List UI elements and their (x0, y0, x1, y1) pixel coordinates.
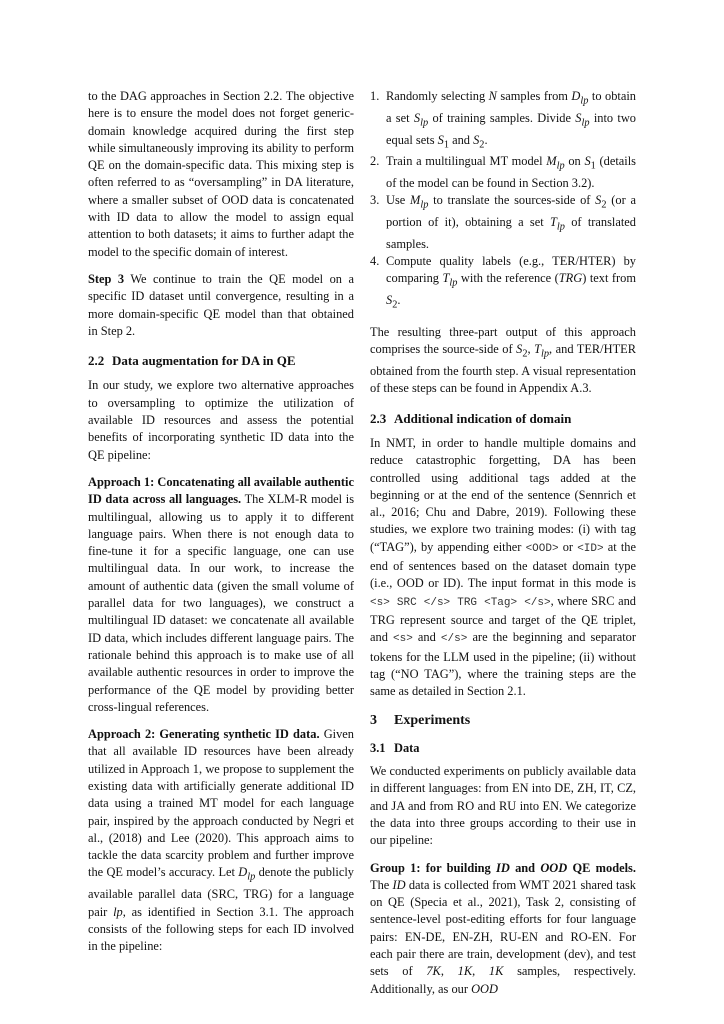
section-title: Additional indication of domain (394, 410, 572, 426)
section-title: Data (394, 740, 420, 755)
math-sub: 2 (392, 299, 398, 311)
list-text: Use (386, 193, 411, 208)
math-sub: 2 (479, 139, 485, 150)
list-number: 2. (370, 154, 380, 169)
italic-text: OOD (471, 981, 498, 996)
math-trg: TRG (558, 271, 583, 286)
math-s: S (473, 132, 480, 147)
math-s: S (516, 342, 523, 357)
bold-text: Group 1: for building (370, 860, 491, 875)
body-text: data is collected from WMT 2021 shared task on QE (Specia et al., 2021), Task 2, consisting of sentence-level post-editing efforts for four language pairs: EN-DE, EN-ZH, RU-EN and RO-EN. For each pair there are train, development (dev), and test sets of (370, 877, 636, 979)
approach2-text-a: Given that all available ID resources have been already utilized in Approach 1, we propose to supplement the existing data with artificially generate additional ID data using a trained MT model for each language pair, inspired by the approach conducted by Negri et al., (2018) and Lee (2020). This approach aims to tackle the data scarcity problem and further improve the QE model’s accuracy. Let (88, 727, 354, 880)
code-token: </s> (440, 633, 468, 646)
list-text: Train a multilingual MT model (386, 154, 547, 169)
list-text: ) text from (582, 271, 636, 286)
body-text: and TER/HTER obtained from the fourth step. A visual representation of these steps can be found in Appendix A.3. (370, 342, 636, 396)
body-text: In NMT, in order to handle multiple domains and reduce catastrophic forgetting, DA has been controlled using additional tags added at the beginning or at the end of the sentence (Sennrich et al., 2016; Chu and Dabre, 2019). Following these studies, we explore two training modes: (i) with tag (“TAG”), by appending either (370, 435, 636, 554)
result-paragraph: The resulting three-part output of this approach comprises the source-side of $S_2$, $T_{lp}$, and TER/HTER obtained from the fourth step. A visual representation of these steps can be found in Appendix A.3. (370, 325, 636, 396)
list-text: samples from (496, 89, 572, 103)
list-text: Randomly selecting (386, 89, 489, 103)
left-column (88, 88, 354, 955)
list-item (370, 153, 636, 192)
math-d: D (238, 865, 248, 880)
step3-paragraph (88, 271, 354, 340)
math-s: S (575, 110, 582, 125)
list-number: 4. (370, 254, 380, 269)
math-sub: lp (247, 871, 256, 883)
math-sub: 2 (601, 199, 607, 211)
body-text: and (417, 630, 436, 645)
list-text: to obtain a set (386, 89, 636, 125)
augmentation-paragraph: In our study, we explore two alternative approaches to oversampling to optimize the utilization of available ID resources and assess the potential benefits of incorporating synthetic ID data into the QE pipeline: (88, 378, 354, 462)
list-text: into two equal sets (386, 110, 637, 147)
math-s: S (584, 154, 591, 169)
section-title: Data augmentation for DA in QE (112, 353, 296, 369)
intro-paragraph: to the DAG approaches in Section 2.2. The objective here is to ensure the model does not forget generic-domain knowledge acquired during the first step while simultaneously improving its ability to perform QE on the domain-specific data. This mixing step is often referred to as “oversampling” in DA literature, where a smaller subset of OOD data is concatenated with ID data to allow the model to assign equal attention to both datasets; it aims to further adapt the model to the specific domain of interest. (88, 89, 354, 259)
code-token: <ID> (577, 542, 604, 555)
math-t: T (549, 215, 557, 230)
list-text: (or a portion of it), obtaining a set (386, 193, 636, 230)
step3-label: Step 3 (88, 271, 125, 286)
list-item (370, 192, 636, 253)
list-text: Compute quality labels (e.g., TER/HTER) by comparing (386, 254, 636, 286)
math-sub: lp (556, 160, 565, 172)
list-text: on (564, 154, 585, 169)
math-n: N (488, 89, 497, 103)
section-3-1-heading (370, 740, 636, 757)
body-text: samples, respectively. Additionally, as our (370, 964, 636, 996)
math-s: S (413, 110, 421, 125)
body-text: or (562, 539, 574, 554)
math-k: 1K (488, 964, 504, 979)
list-text: with the reference ( (457, 271, 559, 286)
math-sub: lp (420, 117, 429, 129)
math-m: M (410, 193, 421, 208)
list-text: to translate the sources-side of (428, 193, 596, 208)
bold-italic-text: ID (496, 860, 510, 875)
approach2-text-b: denote the publicly available parallel data (SRC, TRG) for a language pair (88, 865, 354, 919)
approach1-text: The XLM-R model is multilingual, allowing us to apply it to different language pairs. When there is not enough data to fine-tune it for a specific language, one can use multilingual data. In our work, to increase the amount of authentic data (given the small volume of parallel data for two languages), we construct a multilingual ID dataset: we concatenate all available ID data, which includes different language pairs. The rationale behind this approach is to make use of all available authentic resources in order to improve the performance of the QE model by providing better cross-lingual references. (88, 492, 355, 714)
steps-list (370, 88, 636, 314)
math-sub: lp (580, 95, 589, 107)
bold-italic-text: OOD (540, 860, 568, 875)
group1-paragraph: Group 1: for building ID and OOD QE models. The ID data is collected from WMT 2021 shared task on QE (Specia et al., 2021), Task 2, consisting of sentence-level post-editing efforts for four language pairs: EN-DE, EN-ZH, RU-EN and RO-EN. For each pair there are train, development (dev), and test sets of 7K, 1K, 1K samples, respectively. Additionally, as our OOD (370, 860, 636, 996)
code-format: <s> SRC </s> TRG <Tag> </s> (370, 596, 551, 609)
math-k: 7K (426, 964, 441, 979)
bold-text: QE models. (572, 860, 636, 875)
math-sub: 2 (522, 348, 528, 360)
section-2-2-heading (88, 352, 354, 369)
list-text: of training samples. Divide (428, 110, 576, 125)
approach2-text-c: , as identified in Section 3.1. The approach consists of the following steps for each ID involved in the pipeline: (88, 904, 354, 954)
domain-tag-paragraph (370, 435, 636, 700)
list-text: . (484, 132, 488, 147)
section-number: 2.2 (88, 353, 105, 369)
code-token: <OOD> (525, 542, 559, 555)
math-t: T (442, 271, 450, 286)
section-number: 3 (370, 713, 377, 729)
section-title: Experiments (394, 713, 471, 729)
list-item (370, 253, 636, 314)
math-s: S (437, 132, 444, 147)
code-token: <s> (393, 633, 413, 646)
list-text: (details of the model can be found in Section 3.2). (386, 154, 636, 191)
list-number: 3. (370, 193, 380, 208)
list-text: of translated samples. (386, 215, 636, 251)
list-number: 1. (370, 89, 380, 103)
section-2-3-heading (370, 410, 636, 427)
bold-text: and (515, 860, 536, 875)
section-number: 3.1 (370, 740, 386, 755)
list-text: . (397, 293, 401, 308)
italic-text: ID (392, 877, 406, 892)
group1-label (370, 861, 636, 875)
body-text: , where SRC and TRG represent source and target of the QE triplet, and (370, 593, 636, 645)
approach2-label: Approach 2: Generating synthetic ID data. (88, 727, 320, 742)
section-number: 2.3 (370, 410, 387, 426)
approach2-paragraph (88, 726, 354, 955)
math-sub: lp (556, 221, 565, 233)
body-text: are the beginning and separator tokens for the LLM used in the pipeline; (ii) without tag (“NO TAG”), where the training steps are the same as detailed in Section 2.1. (370, 630, 636, 699)
math-sub: 1 (443, 139, 449, 150)
math-sub: lp (449, 277, 458, 289)
math-sub: lp (540, 348, 550, 360)
section-3-heading (370, 712, 636, 729)
math-sub: 1 (590, 160, 596, 172)
approach1-paragraph (88, 474, 354, 716)
list-item (370, 88, 636, 153)
right-column (370, 88, 636, 998)
data-paragraph: We conducted experiments on publicly available data in different languages: from EN into DE, ZH, IT, CZ, and JA and from RO and RU into EN. We categorize the data into three groups according to their use in our pipeline: (370, 764, 636, 848)
body-text: The (370, 877, 390, 892)
math-s: S (595, 193, 602, 208)
approach1-label: Approach 1: Concatenating all available authentic ID data across all languages. (88, 474, 354, 507)
math-d: D (571, 89, 581, 103)
math-sub: lp (581, 117, 590, 129)
math-t: T (534, 342, 541, 357)
step3-text: We continue to train the QE model on a specific ID dataset until convergence, resulting in a more domain-specific QE model than that obtained in Step 2. (88, 271, 354, 338)
list-text: and (449, 132, 474, 147)
math-k: 1K (457, 964, 473, 979)
math-lp: lp (113, 904, 123, 919)
math-m: M (546, 154, 557, 169)
body-text: at the end of sentences based on the dataset domain type (i.e., OOD or ID). The input format in this mode is (370, 539, 636, 591)
body-text: The resulting three-part output of this approach comprises the source-side of (370, 325, 636, 357)
math-sub: lp (420, 199, 429, 211)
math-s: S (386, 293, 393, 308)
